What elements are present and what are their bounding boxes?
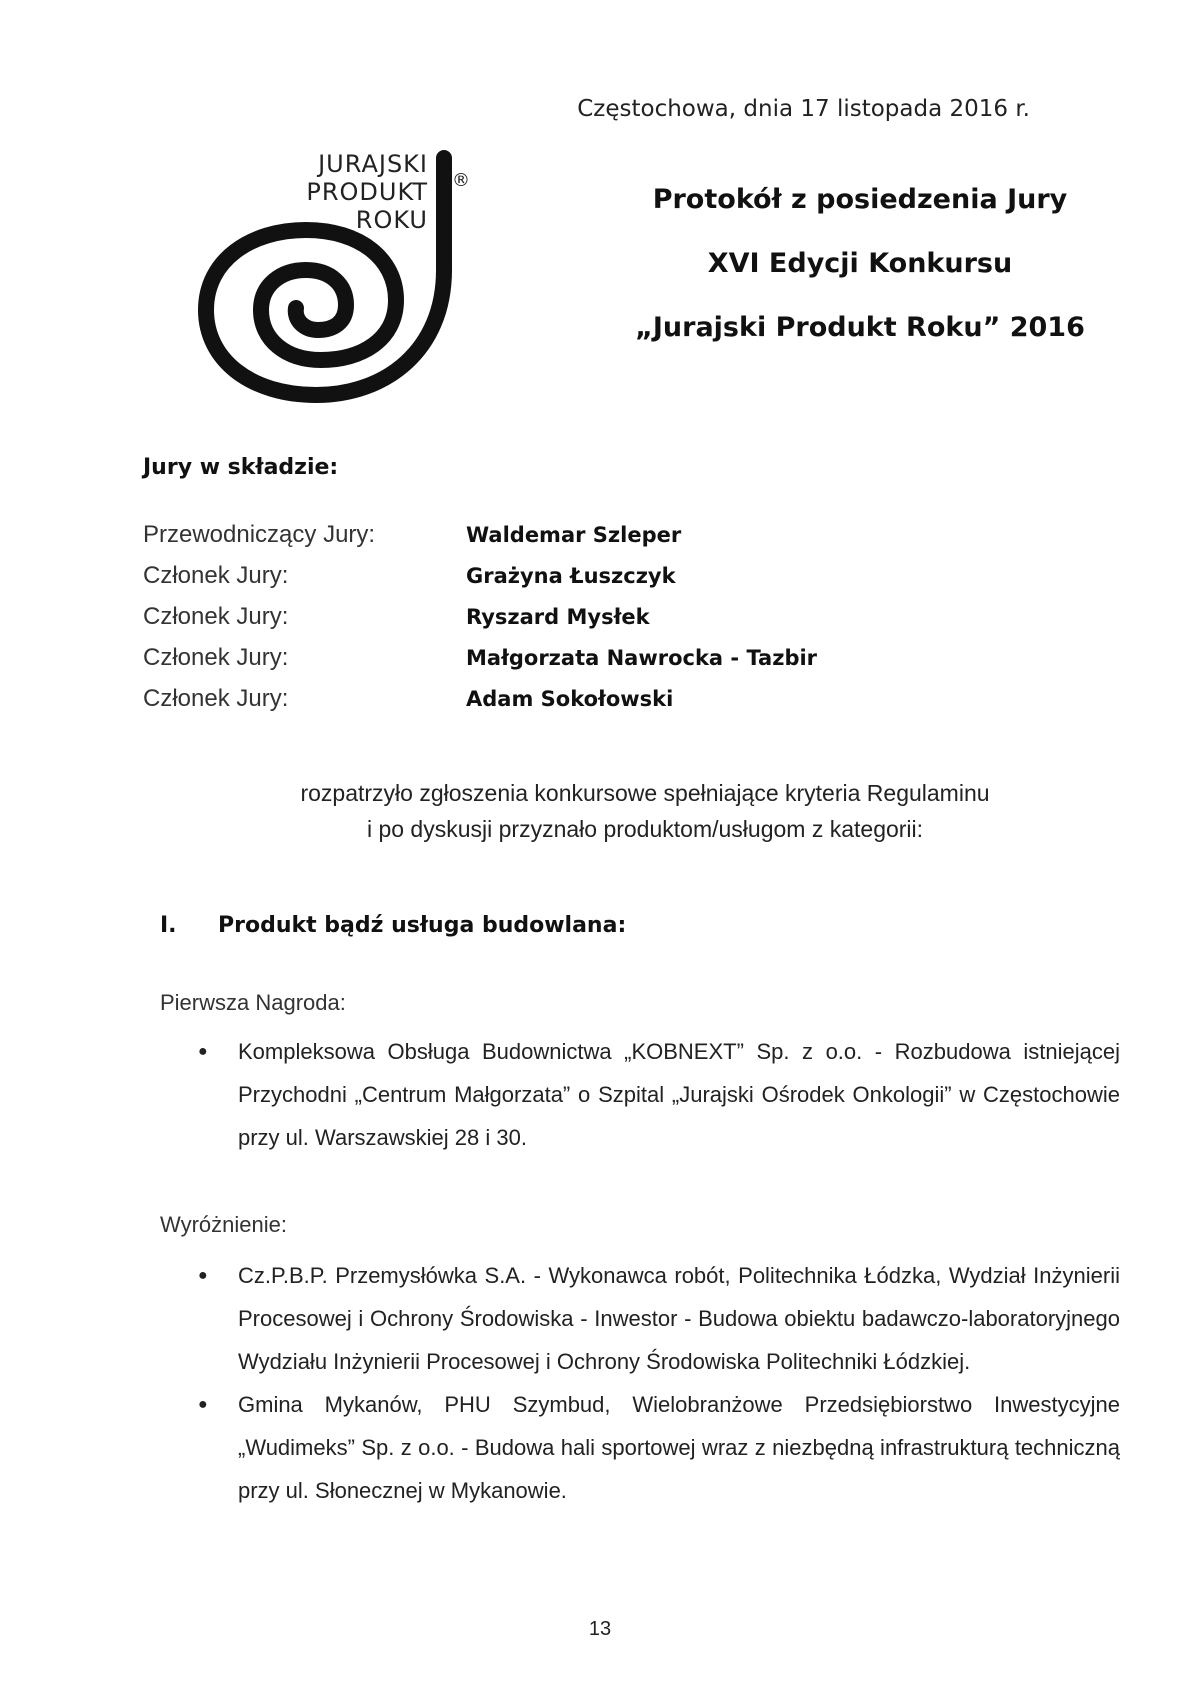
jury-role: Członek Jury: xyxy=(143,562,289,589)
jury-row xyxy=(143,602,943,643)
logo-line-jurajski: JURAJSKI xyxy=(318,150,428,178)
intro-line-2: i po dyskusji przyznało produktom/usługom z kategorii: xyxy=(366,816,924,842)
list-item xyxy=(190,1254,1120,1383)
title-line-2: XVI Edycji Konkursu xyxy=(707,248,1013,279)
jury-role: Członek Jury: xyxy=(143,644,289,671)
jury-row xyxy=(143,520,943,561)
jury-row xyxy=(143,643,943,684)
logo-line-roku: ROKU xyxy=(355,206,428,234)
bullet-icon: ● xyxy=(198,1396,208,1413)
list-item xyxy=(190,1383,1120,1512)
jury-list xyxy=(143,520,943,725)
jury-role: Członek Jury: xyxy=(143,603,289,630)
list-item xyxy=(190,1030,1120,1159)
jury-name: Adam Sokołowski xyxy=(466,687,674,711)
page-number: 13 xyxy=(588,1618,612,1640)
jury-row xyxy=(143,561,943,602)
document-date: Częstochowa, dnia 17 listopada 2016 r. xyxy=(577,96,1030,122)
section-title: Produkt bądź usługa budowlana: xyxy=(218,913,627,938)
jury-row xyxy=(143,684,943,725)
jury-role: Członek Jury: xyxy=(143,685,289,712)
bullet-icon: ● xyxy=(198,1267,208,1284)
section-heading xyxy=(160,913,626,938)
distinction-label: Wyróżnienie: xyxy=(160,1212,287,1237)
section-number: I. xyxy=(160,913,177,938)
distinction-list xyxy=(190,1254,1120,1512)
intro-line-1: rozpatrzyło zgłoszenia konkursowe spełniające kryteria Regulaminu xyxy=(300,780,990,806)
jury-heading: Jury w składzie: xyxy=(143,455,339,480)
jury-name: Grażyna Łuszczyk xyxy=(466,564,676,588)
jury-role: Przewodniczący Jury: xyxy=(143,521,376,548)
first-prize-label: Pierwsza Nagroda: xyxy=(160,990,346,1015)
title-line-1: Protokół z posiedzenia Jury xyxy=(652,184,1068,215)
intro-paragraph xyxy=(250,775,1040,847)
jury-name: Ryszard Mysłek xyxy=(466,605,650,629)
logo-line-produkt: PRODUKT xyxy=(306,178,428,206)
registered-mark: ® xyxy=(452,170,470,191)
document-title xyxy=(600,184,1120,376)
award-text: Cz.P.B.P. Przemysłówka S.A. - Wykonawca robót, Politechnika Łódzka, Wydział Inżynierii Procesowej i Ochrony Środowiska - Inwestor - Budowa obiektu badawczo-laboratoryjnego Wydziału Inżynierii Procesowej i Ochrony Środowiska Politechniki Łódzkiej. xyxy=(238,1263,1120,1374)
bullet-icon: ● xyxy=(198,1043,208,1060)
award-text: Kompleksowa Obsługa Budownictwa „KOBNEXT” Sp. z o.o. - Rozbudowa istniejącej Przychodni „Centrum Małgorzata” o Szpital „Jurajski Ośrodek Onkologii” w Częstochowie przy ul. Warszawskiej 28 i 30. xyxy=(238,1039,1120,1150)
title-line-3: „Jurajski Produkt Roku” 2016 xyxy=(635,312,1085,343)
jury-name: Małgorzata Nawrocka - Tazbir xyxy=(466,646,818,670)
first-prize-list xyxy=(190,1030,1120,1159)
award-text: Gmina Mykanów, PHU Szymbud, Wielobranżowe Przedsiębiorstwo Inwestycyjne „Wudimeks” Sp. z o.o. - Budowa hali sportowej wraz z niezbędną infrastrukturą techniczną przy ul. Słonecznej w Mykanowie. xyxy=(238,1392,1120,1503)
jurajski-produkt-roku-logo xyxy=(196,150,496,410)
jury-name: Waldemar Szleper xyxy=(466,523,682,547)
